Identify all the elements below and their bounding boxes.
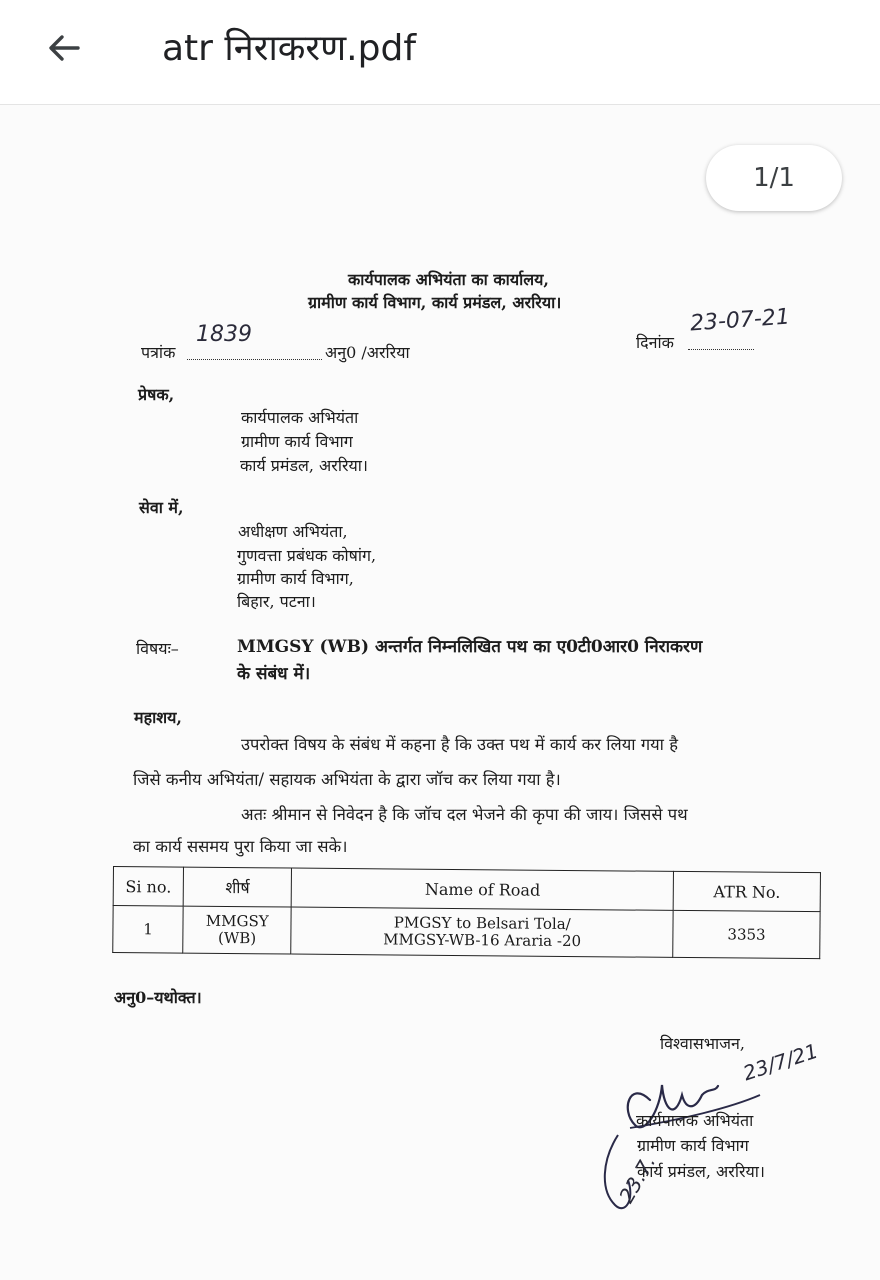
subject-line2: के संबंध में।: [237, 664, 311, 684]
body-line: जिसे कनीय अभियंता/ सहायक अभियंता के द्वारा जॉच कर लिया गया है।: [133, 770, 561, 789]
date-value: 23-07-21: [689, 304, 791, 337]
table-header-cell: Si no.: [113, 867, 183, 907]
table-row: [113, 906, 820, 959]
recipient-line: बिहार, पटना।: [237, 592, 316, 611]
recipient-line: गुणवत्ता प्रबंधक कोषांग,: [237, 546, 377, 565]
body-line: का कार्य ससमय पुरा किया जा सके।: [133, 837, 348, 856]
recipient-line: अधीक्षण अभियंता,: [238, 522, 348, 541]
enclosure: अनु0–यथोक्त।: [114, 988, 202, 1007]
app-bar: [0, 0, 880, 105]
recipient-line: ग्रामीण कार्य विभाग,: [237, 569, 354, 588]
body-line: उपरोक्त विषय के संबंध में कहना है कि उक्त पथ में कार्य कर लिया गया है: [241, 735, 678, 754]
table-cell-head-line: (WB): [217, 928, 257, 948]
sender-label: प्रेषक,: [138, 385, 175, 404]
arrow-left-icon: [44, 28, 84, 68]
office-heading-line1: कार्यपालक अभियंता का कार्यालय,: [348, 270, 549, 289]
sender-line: कार्य प्रमंडल, अररिया।: [240, 456, 368, 475]
table-cell-head: [183, 906, 292, 954]
table-header-cell: Name of Road: [291, 868, 673, 910]
subject-line1: MMGSY (WB) अन्तर्गत निम्नलिखित पथ का ए0टी0आर0 निराकरण: [237, 637, 703, 657]
signature-date-vertical: 23.7.: [614, 1150, 661, 1207]
ref-suffix: अनु0 /अररिया: [325, 343, 410, 362]
back-button[interactable]: [40, 24, 88, 72]
table-cell-head-line: MMGSY: [205, 911, 269, 931]
ref-label: पत्रांक: [141, 343, 176, 362]
signature-date: 23/7/21: [740, 1038, 821, 1086]
subject-label: विषयः–: [136, 639, 179, 658]
table-cell-atr: 3353: [673, 910, 820, 958]
recipient-label: सेवा में,: [139, 498, 184, 517]
body-line: अतः श्रीमान से निवेदन है कि जॉच दल भेजने की कृपा की जाय। जिससे पथ: [241, 805, 688, 824]
document-title: atr निराकरण.pdf: [162, 28, 416, 69]
signatory-line: कार्यपालक अभियंता: [636, 1111, 754, 1130]
table-header-cell: ATR No.: [673, 871, 820, 911]
table-header-cell: शीर्ष: [183, 867, 291, 907]
sender-line: ग्रामीण कार्य विभाग: [241, 432, 353, 451]
date-dots: [688, 335, 754, 354]
table-cell-road: [291, 907, 673, 957]
office-heading-line2: ग्रामीण कार्य विभाग, कार्य प्रमंडल, अररिया।: [308, 293, 562, 312]
salutation: महाशय,: [134, 708, 182, 727]
ref-dots: [187, 345, 322, 364]
signatory-line: कार्य प्रमंडल, अररिया।: [637, 1162, 765, 1181]
table-cell-road-line: PMGSY to Belsari Tola/: [393, 913, 571, 933]
sender-line: कार्यपालक अभियंता: [241, 408, 359, 427]
table-header-row: [113, 867, 820, 912]
page-indicator: 1/1: [706, 145, 842, 211]
date-label: दिनांक: [636, 333, 674, 352]
ref-number: 1839: [196, 322, 252, 347]
signatory-line: ग्रामीण कार्य विभाग: [637, 1136, 749, 1155]
closing: विश्वासभाजन,: [660, 1034, 745, 1053]
table-cell-si: 1: [113, 906, 184, 954]
atr-table: [112, 866, 821, 959]
table-cell-road-line: MMGSY-WB-16 Araria -20: [383, 930, 582, 951]
